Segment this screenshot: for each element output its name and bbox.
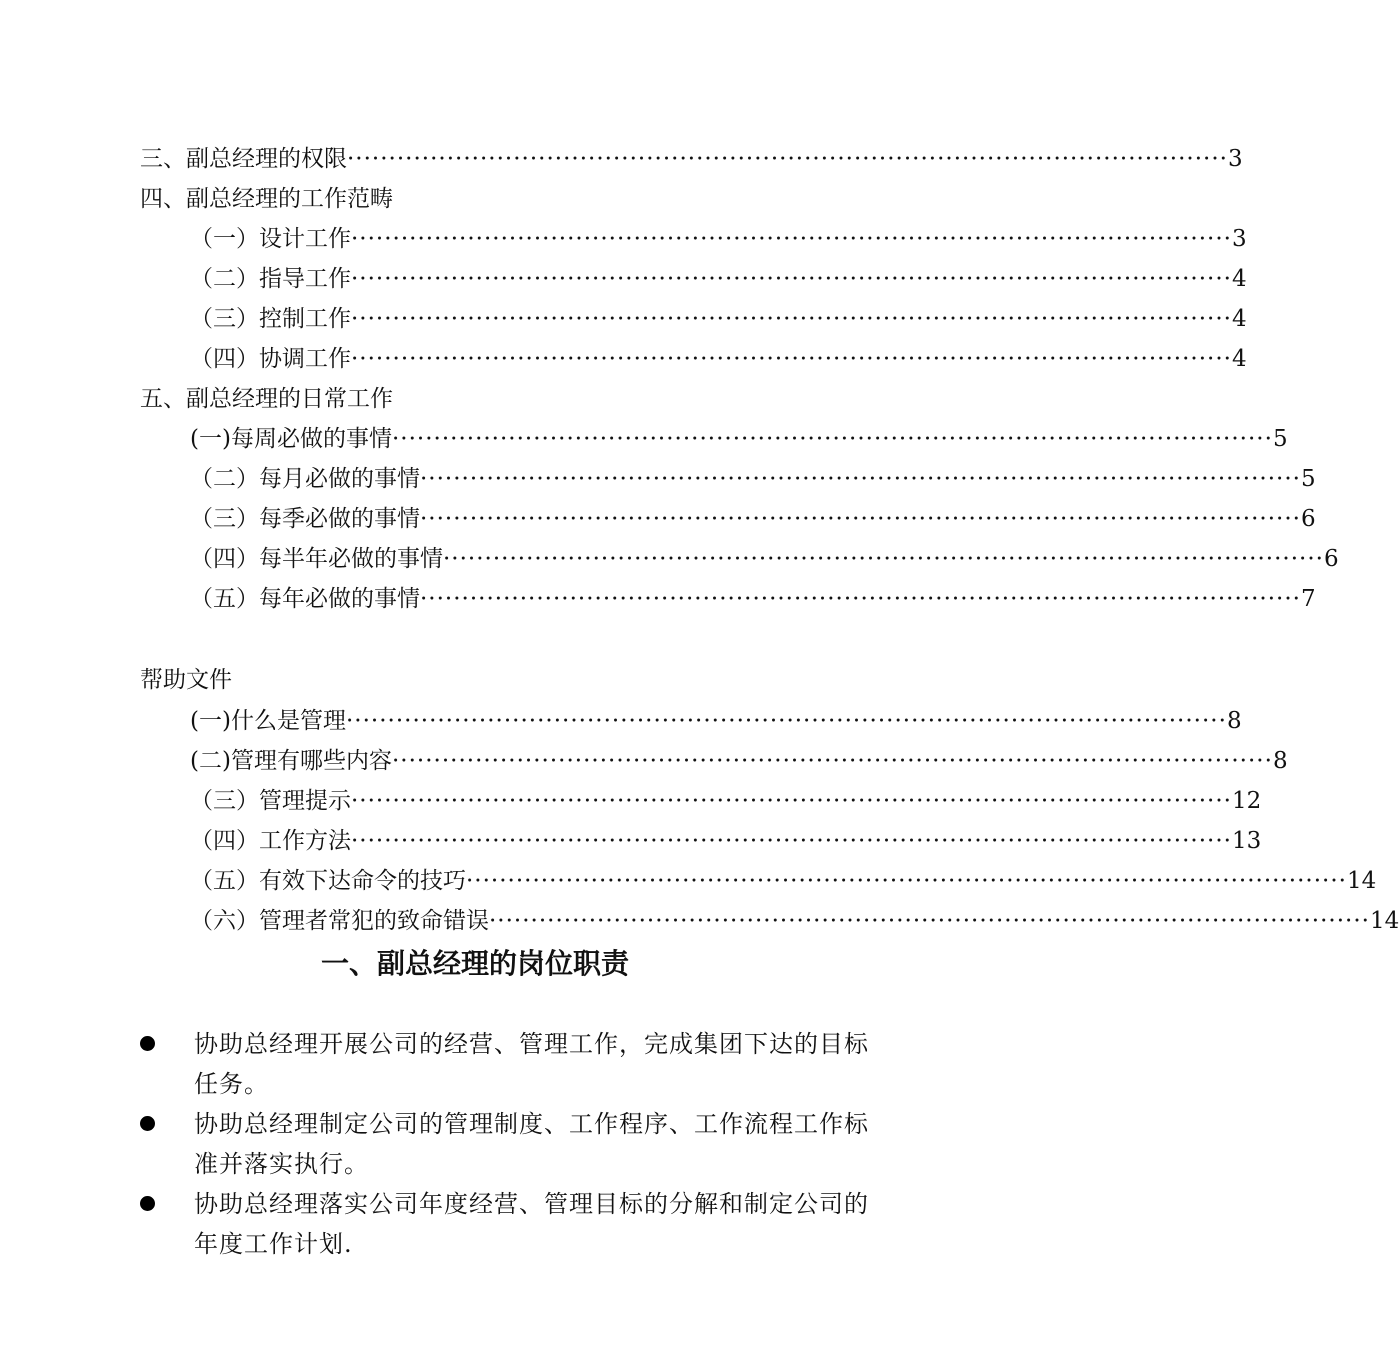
toc-page-number: 4	[1231, 346, 1247, 372]
toc-page-number: 8	[1226, 708, 1242, 734]
toc-heading-scope[interactable]: 四、副总经理的工作范畴	[140, 186, 393, 212]
toc-entry-what-is-management[interactable]	[190, 704, 1242, 738]
toc-leader-dots: ··········································································································	[351, 226, 1232, 252]
toc-entry-text: 三、副总经理的权限	[140, 146, 347, 172]
toc-leader-dots: ··········································································································	[351, 346, 1232, 372]
toc-entry-text: （二）每月必做的事情	[190, 466, 420, 492]
toc-entry-text: (二)管理有哪些内容	[190, 748, 392, 774]
toc-entry-authority[interactable]	[140, 142, 1243, 176]
toc-entry-control[interactable]	[190, 302, 1247, 336]
list-item-text: 协助总经理制定公司的管理制度、工作程序、工作流程工作标准并落实执行。	[194, 1110, 869, 1178]
toc-leader-dots: ··········································································································	[347, 146, 1228, 172]
toc-entry-half-yearly[interactable]	[190, 542, 1339, 576]
toc-entry-text: （一）设计工作	[190, 226, 351, 252]
toc-entry-text: (一)什么是管理	[190, 708, 346, 734]
toc-entry-text: （四）协调工作	[190, 346, 351, 372]
toc-entry-management-tips[interactable]	[190, 784, 1262, 818]
toc-leader-dots: ··········································································································	[345, 708, 1227, 734]
toc-entry-text: （四）每半年必做的事情	[190, 546, 443, 572]
toc-entry-text: （五）每年必做的事情	[190, 586, 420, 612]
toc-entry-text: （六）管理者常犯的致命错误	[190, 908, 489, 934]
toc-entry-weekly[interactable]	[190, 422, 1288, 456]
toc-page-number: 12	[1231, 788, 1262, 814]
toc-leader-dots: ··········································································································	[391, 748, 1273, 774]
toc-entry-guidance[interactable]	[190, 262, 1247, 296]
toc-leader-dots: ··········································································································	[466, 868, 1347, 894]
toc-heading-daily-work[interactable]: 五、副总经理的日常工作	[140, 386, 393, 412]
toc-heading-help-files[interactable]: 帮助文件	[140, 667, 232, 693]
toc-leader-dots: ··········································································································	[420, 466, 1301, 492]
toc-page-number: 6	[1300, 506, 1316, 532]
toc-entry-text: （三）控制工作	[190, 306, 351, 332]
toc-page-number: 4	[1231, 306, 1247, 332]
toc-leader-dots: ··········································································································	[489, 908, 1370, 934]
toc-entry-text: （三）每季必做的事情	[190, 506, 420, 532]
toc-leader-dots: ··········································································································	[420, 506, 1301, 532]
bullet-dot-icon	[140, 1116, 155, 1131]
toc-leader-dots: ··········································································································	[351, 306, 1232, 332]
toc-page-number: 13	[1231, 828, 1262, 854]
toc-leader-dots: ··········································································································	[351, 828, 1232, 854]
toc-entry-text: （三）管理提示	[190, 788, 351, 814]
toc-page-number: 4	[1231, 266, 1247, 292]
toc-entry-coordination[interactable]	[190, 342, 1247, 376]
toc-page-number: 8	[1272, 748, 1288, 774]
toc-entry-design[interactable]	[190, 222, 1247, 256]
toc-page-number: 5	[1300, 466, 1316, 492]
list-item-text: 协助总经理落实公司年度经营、管理目标的分解和制定公司的年度工作计划.	[194, 1190, 869, 1258]
toc-entry-quarterly[interactable]	[190, 502, 1316, 536]
toc-page-number: 14	[1369, 908, 1399, 934]
toc-leader-dots: ··········································································································	[443, 546, 1324, 572]
toc-entry-text: （四）工作方法	[190, 828, 351, 854]
bullet-dot-icon	[140, 1036, 155, 1051]
toc-page-number: 5	[1272, 426, 1288, 452]
toc-entry-command-skills[interactable]	[190, 864, 1377, 898]
toc-entry-management-content[interactable]	[190, 744, 1288, 778]
toc-entry-text: （五）有效下达命令的技巧	[190, 868, 466, 894]
toc-entry-text: (一)每周必做的事情	[190, 426, 392, 452]
toc-leader-dots: ··········································································································	[351, 266, 1232, 292]
toc-entry-text: （二）指导工作	[190, 266, 351, 292]
toc-entry-work-methods[interactable]	[190, 824, 1262, 858]
toc-leader-dots: ··········································································································	[391, 426, 1273, 452]
section-title: 一、副总经理的岗位职责	[320, 947, 629, 980]
toc-entry-fatal-mistakes[interactable]	[190, 904, 1399, 938]
bullet-dot-icon	[140, 1196, 155, 1211]
toc-page-number: 3	[1227, 146, 1243, 172]
toc-entry-yearly[interactable]	[190, 582, 1316, 616]
toc-leader-dots: ··········································································································	[351, 788, 1232, 814]
toc-page-number: 3	[1231, 226, 1247, 252]
toc-page-number: 6	[1323, 546, 1339, 572]
toc-page-number: 14	[1346, 868, 1377, 894]
toc-page-number: 7	[1300, 586, 1316, 612]
toc-entry-monthly[interactable]	[190, 462, 1316, 496]
list-item-text: 协助总经理开展公司的经营、管理工作，完成集团下达的目标任务。	[194, 1030, 869, 1098]
toc-leader-dots: ··········································································································	[420, 586, 1301, 612]
